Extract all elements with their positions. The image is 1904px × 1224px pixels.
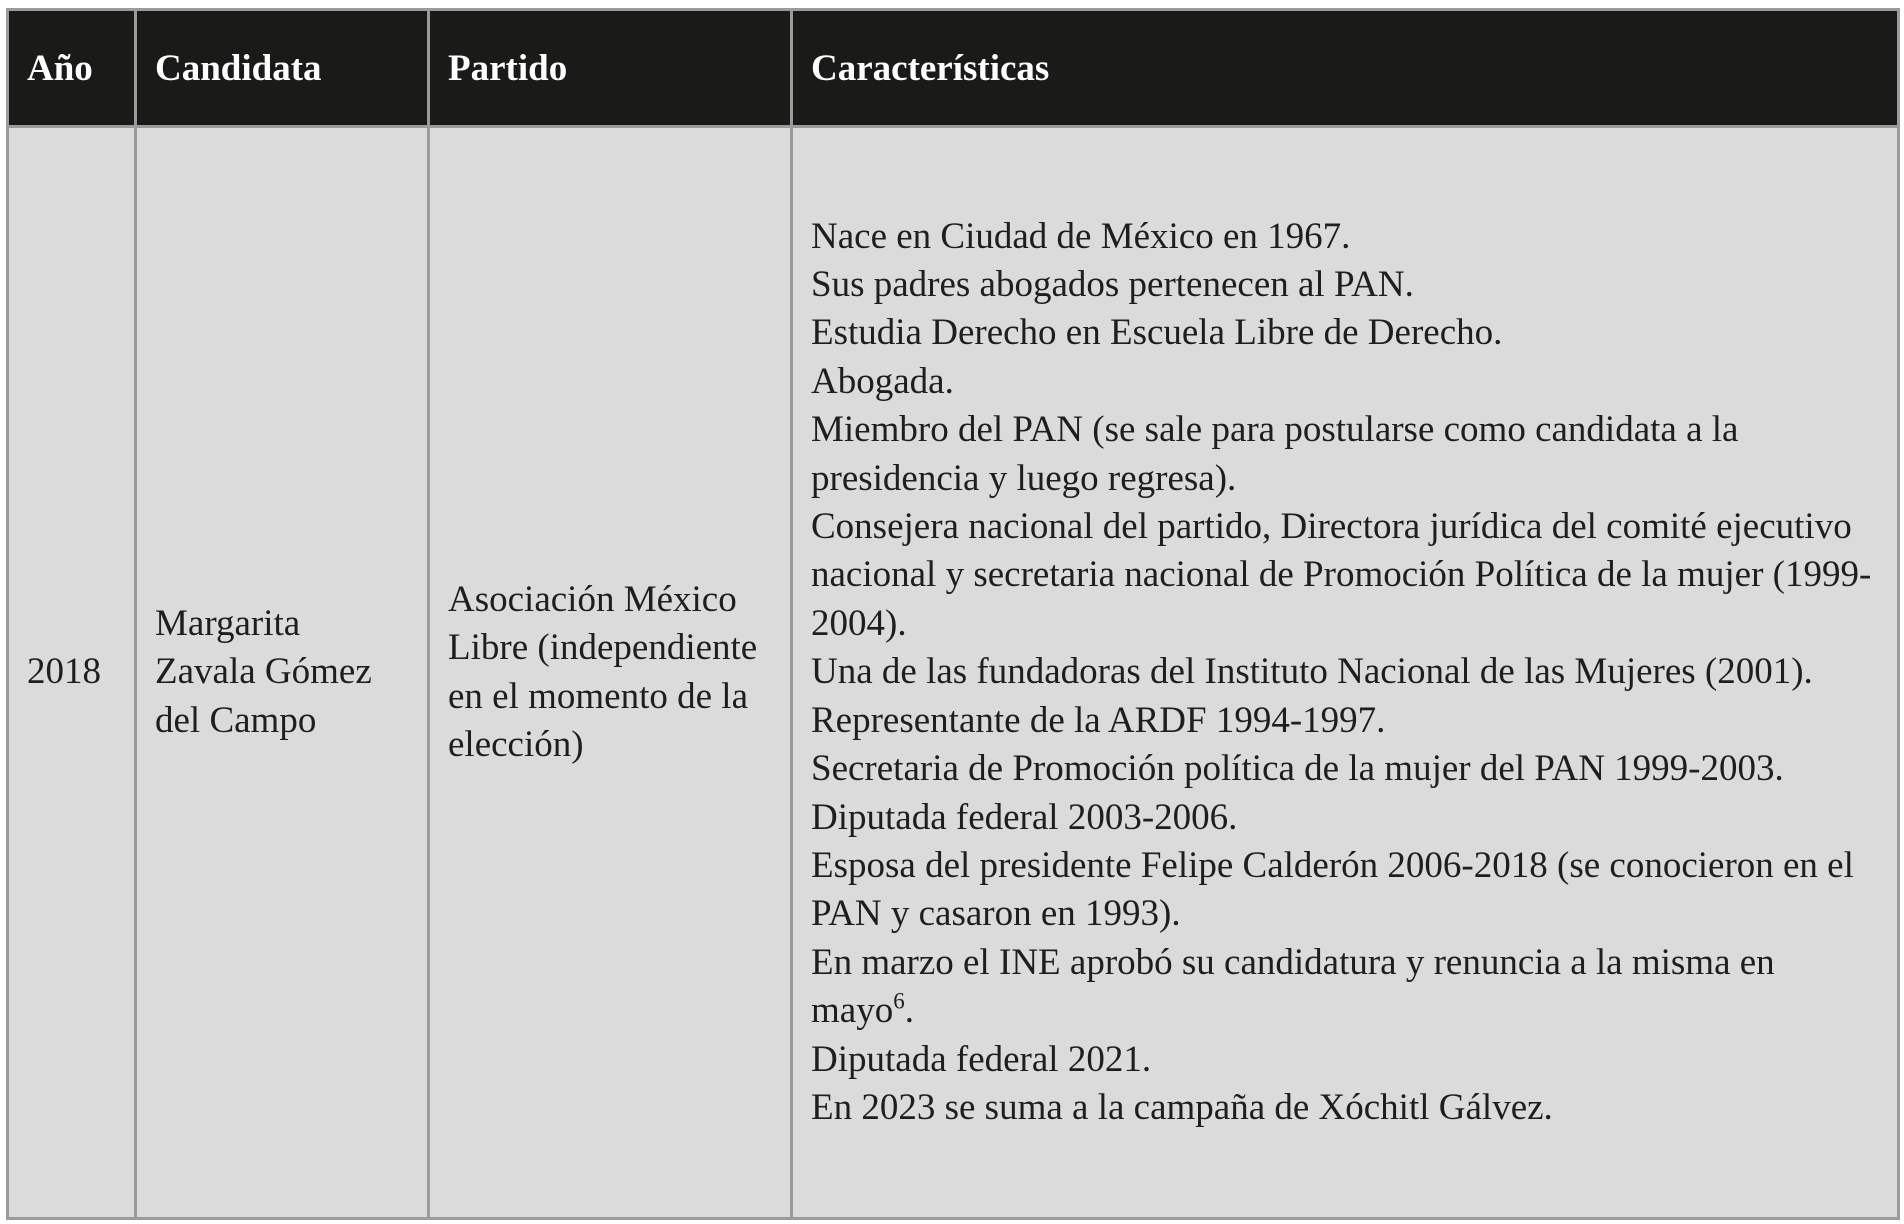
header-row (8, 10, 1899, 127)
characteristic-item: Una de las fundadoras del Instituto Nacional de las Mujeres (2001). (811, 651, 1813, 693)
characteristic-item: Abogada. (811, 360, 954, 402)
year-value: 2018 (27, 651, 101, 693)
characteristic-item: Sus padres abogados pertenecen al PAN. (811, 264, 1414, 306)
footnote-trailing-period: . (904, 990, 914, 1032)
header-characteristics: Características (792, 10, 1899, 127)
characteristic-item: Diputada federal 2021. (811, 1038, 1152, 1080)
table-body (8, 127, 1899, 1219)
cell-candidate (136, 127, 429, 1219)
candidates-table (6, 8, 1900, 1220)
footnote-marker[interactable]: 6 (893, 988, 905, 1014)
table-row (8, 127, 1899, 1219)
characteristic-item-with-footnote (811, 939, 1879, 1036)
cell-party (429, 127, 792, 1219)
characteristic-item: Nace en Ciudad de México en 1967. (811, 215, 1351, 257)
characteristic-item: Consejera nacional del partido, Directora jurídica del comité ejecutivo nacional y secretaria nacional de Promoción Política de la mujer (1999-2004). (811, 506, 1872, 644)
characteristic-text: En marzo el INE aprobó su candidatura y renuncia a la misma en mayo (811, 941, 1775, 1032)
header-party: Partido (429, 10, 792, 127)
characteristic-item: Representante de la ARDF 1994-1997. (811, 699, 1386, 741)
characteristic-item: En 2023 se suma a la campaña de Xóchitl Gálvez. (811, 1086, 1553, 1128)
party-name: Asociación México Libre (independiente en el momento de la elección) (448, 578, 758, 765)
header-candidate: Candidata (136, 10, 429, 127)
cell-characteristics (792, 127, 1899, 1219)
cell-year (8, 127, 136, 1219)
characteristic-item: Estudia Derecho en Escuela Libre de Derecho. (811, 312, 1503, 354)
characteristic-item: Esposa del presidente Felipe Calderón 2006-2018 (se conocieron en el PAN y casaron en 1993). (811, 844, 1854, 935)
candidate-name: Margarita Zavala Gómez del Campo (155, 602, 372, 741)
characteristic-item: Diputada federal 2003-2006. (811, 796, 1238, 838)
header-year: Año (8, 10, 136, 127)
characteristic-item: Miembro del PAN (se sale para postularse como candidata a la presidencia y luego regresa). (811, 409, 1739, 499)
characteristic-item: Secretaria de Promoción política de la mujer del PAN 1999-2003. (811, 748, 1784, 790)
table-header (8, 10, 1899, 127)
